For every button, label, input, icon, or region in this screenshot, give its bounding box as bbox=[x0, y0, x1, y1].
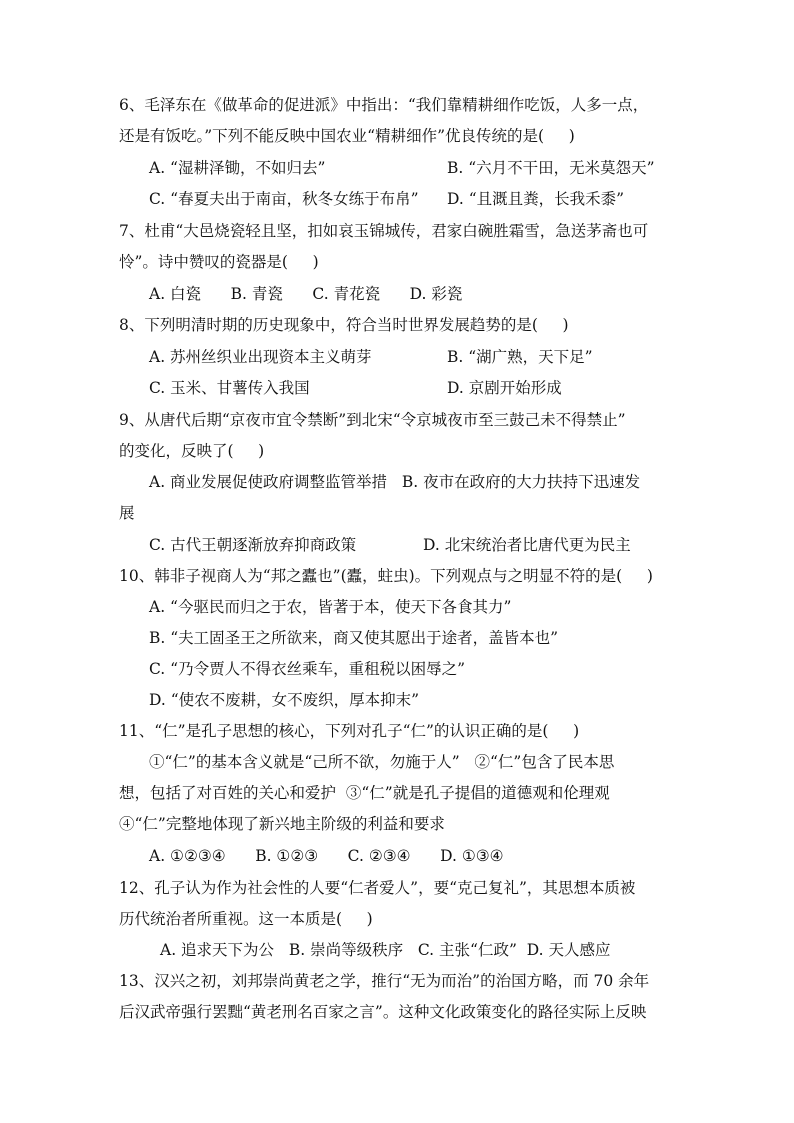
question-12-line-2: 历代统治者所重视。这一本质是( ) bbox=[119, 910, 373, 928]
question-7-line-1: 7、杜甫“大邑烧瓷轻且坚，扣如哀玉锦城传，君家白碗胜霜雪，急送茅斋也可 bbox=[119, 222, 649, 240]
question-7-line-2: 怜”。诗中赞叹的瓷器是( ) bbox=[119, 253, 319, 271]
question-7-options: A. 白瓷 B. 青瓷 C. 青花瓷 D. 彩瓷 bbox=[149, 285, 463, 303]
question-6-line-2: 还是有饭吃。”下列不能反映中国农业“精耕细作”优良传统的是( ) bbox=[119, 127, 575, 145]
question-13-line-2: 后汉武帝强行罢黜“黄老刑名百家之言”。这种文化政策变化的路径实际上反映 bbox=[119, 1003, 647, 1021]
question-8-option-d: D. 京剧开始形成 bbox=[447, 379, 562, 397]
question-10-option-a: A. “今驱民而归之于农，皆著于本，使天下各食其力” bbox=[149, 598, 512, 616]
question-11-options: A. ①②③④ B. ①②③ C. ②③④ D. ①③④ bbox=[149, 847, 504, 865]
question-11-line-1: 11、“仁”是孔子思想的核心，下列对孔子“仁”的认识正确的是( ) bbox=[119, 722, 580, 740]
question-11-statement-2: 想，包括了对百姓的关心和爱护 ③“仁”就是孔子提倡的道德观和伦理观 bbox=[119, 784, 610, 802]
question-6-option-a: A. “湿耕泽锄，不如归去” bbox=[149, 159, 326, 177]
question-10-line-1: 10、韩非子视商人为“邦之蠹也”(蠹，蛀虫)。下列观点与之明显不符的是( ) bbox=[119, 567, 653, 585]
question-9-option-c: C. 古代王朝逐渐放弃抑商政策 bbox=[149, 536, 357, 554]
question-9-line-1: 9、从唐代后期“京夜市宜令禁断”到北宋“令京城夜市至三鼓己未不得禁止” bbox=[119, 411, 626, 429]
question-8-option-a: A. 苏州丝织业出现资本主义萌芽 bbox=[149, 348, 372, 366]
question-12-line-1: 12、孔子认为作为社会性的人要“仁者爱人”，要“克己复礼”，其思想本质被 bbox=[119, 879, 636, 897]
question-9-option-a-b: A. 商业发展促使政府调整监管举措 B. 夜市在政府的大力扶持下迅速发 bbox=[149, 473, 641, 491]
question-10-option-c: C. “乃令贾人不得衣丝乘车，重租税以困辱之” bbox=[149, 660, 466, 678]
question-8-option-c: C. 玉米、甘薯传入我国 bbox=[149, 379, 310, 397]
question-9-option-d: D. 北宋统治者比唐代更为民主 bbox=[423, 536, 631, 554]
question-6-option-d: D. “且溉且粪，长我禾黍” bbox=[447, 190, 625, 208]
question-6-line-1: 6、毛泽东在《做革命的促进派》中指出：“我们靠精耕细作吃饭，人多一点， bbox=[119, 96, 649, 114]
question-8-option-b: B. “湖广熟，天下足” bbox=[447, 348, 593, 366]
question-10-option-b: B. “夫工固圣王之所欲来，商又使其愿出于途者，盖皆本也” bbox=[149, 629, 559, 647]
question-6-option-b: B. “六月不干田，无米莫怨天” bbox=[447, 159, 655, 177]
question-11-statement-1: ①“仁”的基本含义就是“己所不欲，勿施于人” ②“仁”包含了民本思 bbox=[149, 753, 615, 771]
question-9-line-2: 的变化，反映了( ) bbox=[119, 442, 265, 460]
question-9-option-b-continued: 展 bbox=[119, 504, 135, 522]
question-13-line-1: 13、汉兴之初，刘邦崇尚黄老之学，推行“无为而治”的治国方略，而 70 余年 bbox=[119, 972, 650, 990]
question-11-statement-3: ④“仁”完整地体现了新兴地主阶级的利益和要求 bbox=[119, 815, 445, 833]
question-12-options: A. 追求天下为公 B. 崇尚等级秩序 C. 主张“仁政” D. 天人感应 bbox=[160, 941, 611, 959]
question-8-line-1: 8、下列明清时期的历史现象中，符合当时世界发展趋势的是( ) bbox=[119, 316, 569, 334]
question-10-option-d: D. “使农不废耕，女不废织，厚本抑末” bbox=[149, 691, 420, 709]
question-6-option-c: C. “春夏夫出于南亩，秋冬女练于布帛” bbox=[149, 190, 419, 208]
